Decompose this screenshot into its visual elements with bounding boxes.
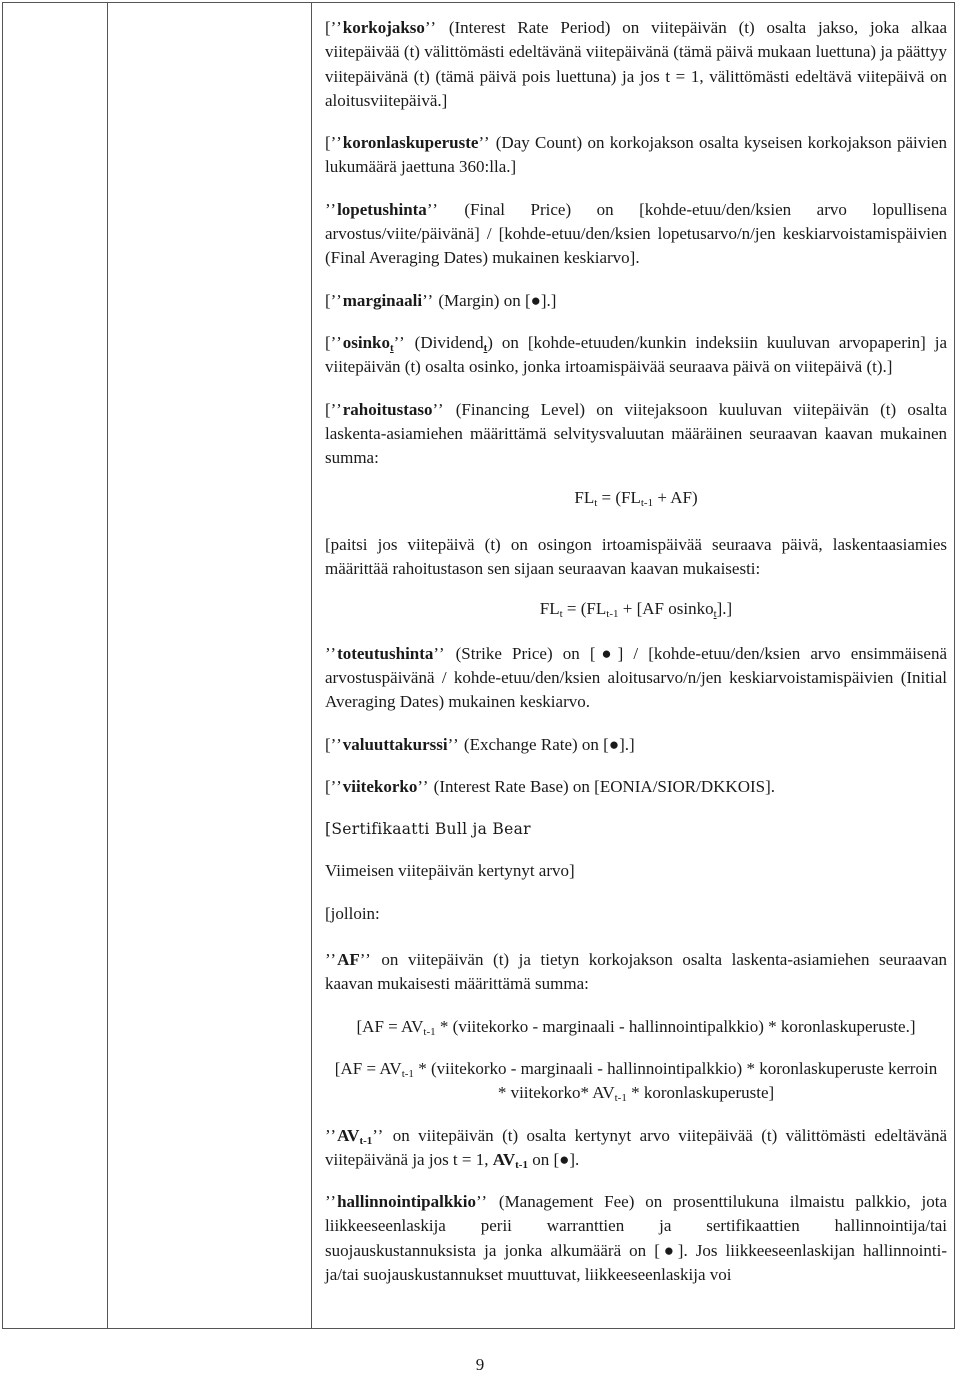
formula-subscript: t-1 xyxy=(606,608,619,621)
formula-af-1 xyxy=(325,1015,947,1039)
term: AF xyxy=(337,950,360,970)
definition-text: (Interest Rate Base) on [EONIA/SIOR/DKKOIS]. xyxy=(433,776,776,796)
definition-text: on viitepäivän (t) ja tietyn korkojakson osalta laskenta-asiamiehen seuraavan kaavan mukaisesti määrittämä summa: xyxy=(325,950,947,994)
term: koronlaskuperuste xyxy=(342,133,479,153)
definition-text-c: on [●]. xyxy=(527,1149,580,1169)
formula-subscript: t-1 xyxy=(614,1092,627,1105)
definition-text: (Margin) on [●].] xyxy=(438,290,557,310)
av-bold: AV xyxy=(492,1149,516,1169)
definition-text: (Final Price) on [kohde-etuu/den/ksien arvo lopullisena arvostus/viite/päivänä] / [kohde-etuu/den/ksien lopetusarvo/n/jen keskiarvoistamispäivien (Final Averaging Dates) mukainen keskiarvo]. xyxy=(325,199,947,268)
definitions-content xyxy=(325,16,947,1305)
term: lopetushinta xyxy=(337,199,427,219)
formula-part: ].] xyxy=(716,599,733,619)
definition-text: (Strike Price) on [●] / [kohde-etuu/den/ksien arvo ensimmäisenä arvostuspäivänä / kohde-etuu/den/ksien aloitusarvo/n/jen keskiarvoistamispäivien (Initial Averaging Dates) mukainen keskiarvo. xyxy=(325,643,948,712)
definition-text: (Exchange Rate) on [●].] xyxy=(463,734,635,754)
formula-part: [AF = AV xyxy=(334,1058,402,1078)
formula-subscript: t-1 xyxy=(640,497,654,510)
dividend-subscript: t xyxy=(483,341,488,354)
definition-text-a: (Dividend xyxy=(414,332,484,352)
formula-part: FL xyxy=(574,488,595,508)
heading-viimeisen: Viimeisen viitepäivän kertynyt arvo] xyxy=(325,861,575,881)
term: osinko xyxy=(342,332,390,352)
av-bold-subscript: t-1 xyxy=(515,1158,528,1171)
formula-part: + AF) xyxy=(653,488,698,508)
term: korkojakso xyxy=(342,18,425,37)
paragraph-text: [paitsi jos viitepäivä (t) on osingon irtoamispäivää seuraava päivä, laskentaasiamies määrittää rahoitustason sen sijaan seuraavan kaavan mukaisesti: xyxy=(325,534,947,579)
definition-marginaali: [’’marginaali’’ (Margin) on [●].] xyxy=(325,290,557,310)
definition-osinko: [’’osinko$_t$’’ (Dividend$_t$) on [kohde-etuuden/kunkin indeksiin kuuluvan arvopaperin] ja viitepäivän (t) osalta osinko, jonka irtoamispäivää seuraava päivä on viitepäivä (t).] xyxy=(325,332,947,377)
term-subscript: t xyxy=(389,341,394,354)
formula-part: = (FL xyxy=(597,488,641,508)
definition-av: $’’AV_{t-1}$’’ on viitepäivän (t) osalta kertynyt arvo viitepäivää (t) välittömästi edeltävänä viitepäivänä ja jos t = 1, $AV_{t-1}$ on [●]. xyxy=(325,1125,947,1171)
formula-part: + [AF osinko xyxy=(618,599,714,619)
definition-koronlaskuperuste: [’’koronlaskuperuste’’ (Day Count) on korkojakson osalta kyseisen korkojakson päivien lukumäärä jaettuna 360:lla.] xyxy=(325,133,947,177)
term-subscript: t-1 xyxy=(359,1134,373,1147)
formula-af-2 xyxy=(325,1057,947,1106)
definition-toteutushinta: ’’toteutushinta’’ (Strike Price) on [●] / [kohde-etuu/den/ksien arvo ensimmäisenä arvostuspäivänä / kohde-etuu/den/ksien aloitusarvo/n/jen keskiarvoistamispäivien (Initial Averaging Dates) mukainen keskiarvo. xyxy=(325,643,948,712)
paragraph-paitsi xyxy=(325,533,947,582)
table-column-2 xyxy=(107,2,312,1329)
formula-subscript: t-1 xyxy=(401,1067,414,1080)
formula-subscript: t xyxy=(559,608,563,621)
definition-viitekorko: [’’viitekorko’’ (Interest Rate Base) on [EONIA/SIOR/DKKOIS]. xyxy=(325,776,776,796)
formula-part: FL xyxy=(539,599,560,619)
definition-lopetushinta: ’’lopetushinta’’ (Final Price) on [kohde-etuu/den/ksien arvo lopullisena arvostus/viite/päivänä] / [kohde-etuu/den/ksien lopetusarvo/n/jen keskiarvoistamispäivien (Final Averaging Dates) mukainen keskiarvo]. xyxy=(325,199,947,268)
heading-jolloin: [jolloin: xyxy=(325,903,380,923)
definition-text: (Day Count) on korkojakson osalta kyseisen korkojakson päivien lukumäärä jaettuna 360:lla.] xyxy=(325,133,947,177)
formula-part: * (viitekorko - marginaali - hallinnointipalkkio) * koronlaskuperuste.] xyxy=(435,1016,916,1036)
formula-financing-level xyxy=(325,486,947,510)
heading-sertifikaatti: [Sertifikaatti Bull ja Bear xyxy=(325,820,531,839)
formula-subscript: t xyxy=(594,497,598,510)
definition-text-a: on viitepäivän (t) osalta kertynyt arvo viitepäivää (t) välittömästi edeltävänä viitepäivänä ja jos t = 1, xyxy=(325,1125,947,1169)
definition-af: ’’AF’’ on viitepäivän (t) ja tietyn korkojakson osalta laskenta-asiamiehen seuraavan kaavan mukaisesti määrittämä summa: xyxy=(325,950,947,994)
formula-part: [AF = AV xyxy=(356,1016,424,1036)
formula-part: = (FL xyxy=(562,599,607,619)
term: valuuttakurssi xyxy=(342,734,448,754)
formula-subscript: t-1 xyxy=(423,1025,436,1038)
definition-hallinnointipalkkio: ’’hallinnointipalkkio’’ (Management Fee) on prosenttilukuna ilmaistu palkkio, jota liikkeeseenlaskija perii warranttien ja sertifikaattien hallinnointija/tai suojauskustannuksista ja jonka alkumäärä on [●]. Jos liikkeeseenlaskijan hallinnointi- ja/tai suojauskustannukset muuttuvat, liikkeeseenlaskija voi xyxy=(325,1192,947,1284)
term: AV xyxy=(337,1125,360,1145)
definition-text: (Financing Level) on viitejaksoon kuuluvan viitepäivän (t) osalta laskenta-asiamiehen määrittämä selvitysvaluutan määräinen seuraavan kaavan mukainen summa: xyxy=(325,399,947,468)
definition-text: (Interest Rate Period) on viitepäivän (t) osalta jakso, joka alkaa viitepäivää (t) välittömästi edeltävänä viitepäivänä (tämä päivä mukaan luettuna) ja päättyy viitepäivänä (t) (tämä päivä pois luettuna) ja jos t = 1, välittömästi edeltävä viitepäivä on aloitusviitepäivä.] xyxy=(325,18,948,110)
formula-part: * (viitekorko - marginaali - hallinnointipalkkio) * koronlaskuperuste kerroin * viitekorko* AV xyxy=(413,1058,938,1103)
formula-financing-level-alt xyxy=(325,597,947,621)
definition-korkojakso: [’’korkojakso’’ (Interest Rate Period) on viitepäivän (t) osalta jakso, joka alkaa viitepäivää (t) välittömästi edeltävänä viitepäivänä (tämä päivä mukaan luettuna) ja päättyy viitepäivänä (t) (tämä päivä pois luettuna) ja jos t = 1, välittömästi edeltävä viitepäivä on aloitusviitepäivä.] xyxy=(325,18,948,110)
formula-part: * koronlaskuperuste] xyxy=(626,1083,775,1103)
definition-valuuttakurssi: [’’valuuttakurssi’’ (Exchange Rate) on [●].] xyxy=(325,734,635,754)
page-number: 9 xyxy=(475,1355,485,1374)
term: marginaali xyxy=(342,290,423,310)
term: rahoitustaso xyxy=(342,399,433,419)
table-column-1 xyxy=(2,2,108,1329)
definition-text: (Management Fee) on prosenttilukuna ilmaistu palkkio, jota liikkeeseenlaskija perii warranttien ja sertifikaattien hallinnointija/tai suojauskustannuksista ja jonka alkumäärä on [●]. Jos liikkeeseenlaskijan hallinnointi- ja/tai suojauskustannukset muuttuvat, liikkeeseenlaskija voi xyxy=(325,1192,947,1284)
term: viitekorko xyxy=(342,776,418,796)
term: hallinnointipalkkio xyxy=(337,1192,476,1212)
definition-rahoitustaso: [’’rahoitustaso’’ (Financing Level) on viitejaksoon kuuluvan viitepäivän (t) osalta laskenta-asiamiehen määrittämä selvitysvaluutan määräinen seuraavan kaavan mukainen summa: xyxy=(325,399,947,468)
definition-text-b: ) on [kohde-etuuden/kunkin indeksiin kuuluvan arvopaperin] ja viitepäivän (t) osalta osinko, jonka irtoamispäivää seuraava päivä on viitepäivä (t).] xyxy=(325,332,947,377)
formula-subscript: t xyxy=(713,608,717,621)
term: toteutushinta xyxy=(337,643,434,663)
